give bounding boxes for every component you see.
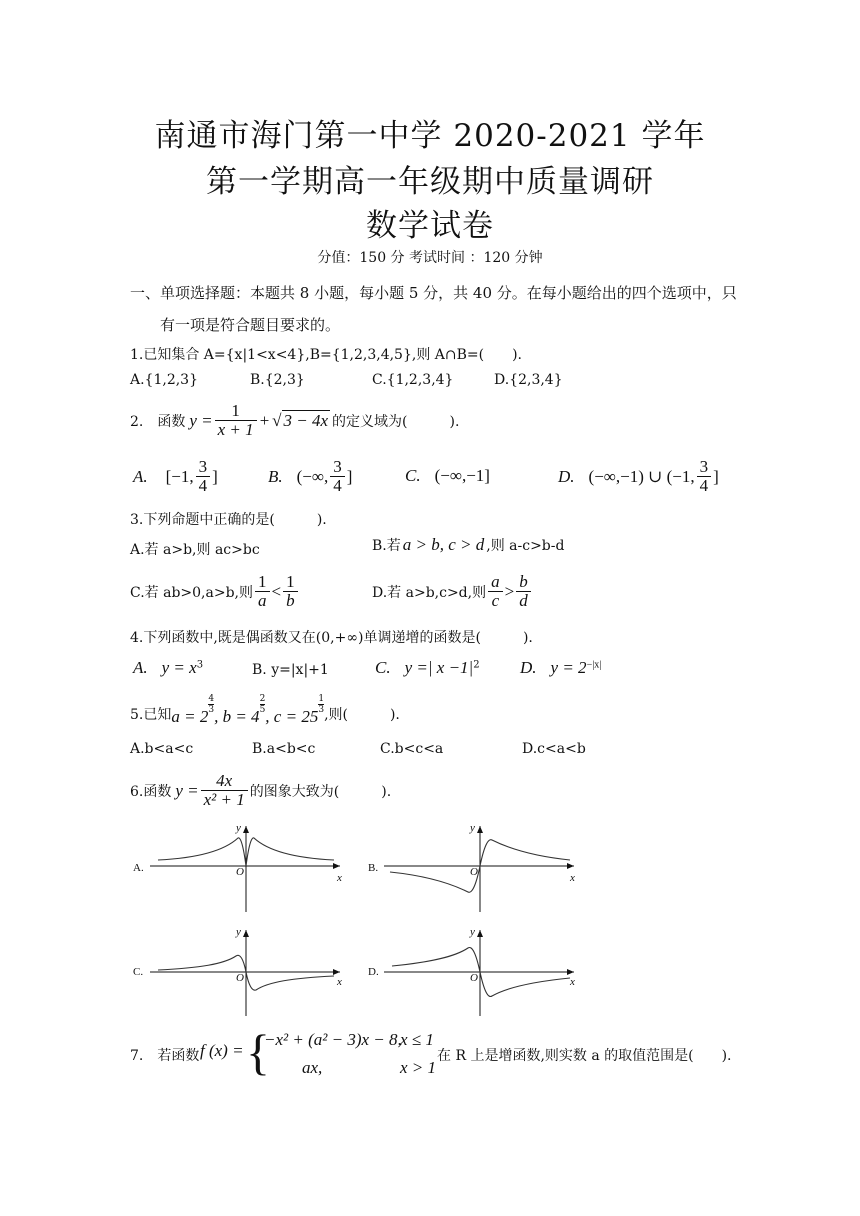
q6-frac-den: x² + 1 (203, 790, 245, 809)
q6-prefix: 6.函数 (130, 783, 172, 800)
q6-suffix: 的图象大致为( ). (249, 783, 392, 800)
graph-c-x-label: x (337, 976, 342, 988)
q4-option-d-sup: −|x| (586, 659, 602, 671)
q7-cond1: x ≤ 1 (400, 1030, 434, 1049)
q2-option-a-end: ] (212, 466, 218, 486)
q3-option-c-lt: < (271, 581, 282, 601)
graph-a-label: A. (133, 862, 144, 874)
q3-option-c (130, 573, 300, 610)
graph-c-label: C. (133, 966, 144, 978)
q4-option-b: B. y=|x|+1 (252, 662, 329, 678)
q2-option-b-label: B. (268, 466, 283, 486)
q2-frac-den: x + 1 (217, 420, 254, 439)
graph-d-origin: O (470, 972, 478, 984)
q4-option-d (520, 658, 601, 678)
q3-option-b-suffix: ,则 a-c>b-d (486, 538, 565, 554)
q4-option-c-text: y =| x −1| (404, 658, 474, 677)
q5-b-exp-den: 5 (259, 705, 266, 715)
question-3-stem: 3.下列命题中正确的是( ). (130, 512, 327, 528)
q3-d-frac2-num: b (516, 573, 531, 592)
q4-option-a (133, 658, 203, 678)
question-6-stem (130, 772, 391, 809)
graph-b-x-arrow (567, 863, 574, 869)
q2-option-a (133, 458, 218, 495)
q2-suffix: 的定义域为( ). (332, 413, 460, 430)
q7-case1: −x² + (a² − 3)x − 8, (264, 1030, 402, 1049)
q2-option-d (558, 458, 719, 495)
exam-title-line2: 第一学期高一年级期中质量调研 (206, 164, 654, 200)
graph-a-origin: O (236, 866, 244, 878)
q4-option-d-text: y = 2 (550, 658, 587, 677)
graph-d-x-arrow (567, 969, 574, 975)
q2-sqrt-content: 3 − 4x (283, 411, 329, 430)
exam-title-line1: 南通市海门第一中学 2020-2021 学年 (154, 118, 706, 154)
q2-option-a-frac (196, 458, 211, 495)
graph-a-y-arrow (243, 826, 249, 833)
q2-fraction (215, 402, 257, 439)
q2-option-b-frac (330, 458, 345, 495)
graph-d (384, 926, 584, 1018)
q6-frac-num: 4x (201, 772, 248, 791)
exam-title-line3: 数学试卷 (366, 208, 494, 244)
q3-c-frac2-num: 1 (283, 573, 298, 592)
graph-b-y-label: y (470, 822, 475, 834)
q2-option-a-label: A. (133, 466, 148, 486)
q2-option-c (405, 466, 490, 486)
q2-option-b-text: (−∞, (296, 466, 329, 486)
q2-a-frac-den: 4 (198, 476, 208, 495)
question-1-stem: 1.已知集合 A={x|1<x<4},B={1,2,3,4,5},则 A∩B=( ). (130, 347, 522, 363)
q3-option-c-frac1 (255, 573, 270, 610)
q3-option-a: A.若 a>b,则 ac>bc (130, 542, 260, 558)
q2-b-frac-num: 3 (330, 458, 345, 477)
q6-fraction (201, 772, 248, 809)
q5-b-exp-num: 2 (259, 694, 266, 704)
q5-c-exp-den: 3 (318, 705, 325, 715)
q4-option-d-label: D. (520, 658, 537, 677)
q3-d-frac1-num: a (488, 573, 503, 592)
q6-y-eq: y = (175, 780, 199, 800)
q3-option-d-frac2 (516, 573, 531, 610)
graph-a-x-arrow (333, 863, 340, 869)
q2-option-c-label: C. (405, 466, 421, 485)
graph-c-y-label: y (236, 926, 241, 938)
q1-option-c: C.{1,2,3,4} (372, 372, 454, 388)
q1-option-b: B.{2,3} (250, 372, 305, 388)
q2-option-d-label: D. (558, 466, 575, 486)
q7-brace: { (246, 1024, 270, 1080)
q2-d-frac-num: 3 (697, 458, 712, 477)
q2-option-b (268, 458, 352, 495)
q3-c-frac2-den: b (286, 591, 295, 610)
q2-plus: + (258, 410, 271, 430)
q3-c-frac1-num: 1 (255, 573, 270, 592)
graph-d-y-label: y (470, 926, 475, 938)
graph-b-origin: O (470, 866, 478, 878)
exam-meta: 分值：150 分 考试时间 ：120 分钟 (317, 250, 543, 266)
q3-d-frac2-den: d (519, 591, 528, 610)
q2-option-a-text: [−1, (165, 466, 194, 486)
graph-a (150, 822, 350, 914)
section-instruction-1: 一、单项选择题：本题共 8 小题，每小题 5 分，共 40 分。在每小题给出的四个选项中，只 (130, 284, 737, 302)
q3-option-b (372, 535, 564, 555)
graph-d-y-arrow (477, 930, 483, 937)
q2-option-d-text: (−∞,−1) ∪ (−1, (588, 466, 695, 486)
q2-y-eq: y = (189, 410, 213, 430)
q7-fx: f (x) = (200, 1041, 244, 1060)
q3-option-b-prefix: B.若 (372, 538, 401, 554)
q2-option-d-frac (697, 458, 712, 495)
graph-c-origin: O (236, 972, 244, 984)
q1-option-d: D.{2,3,4} (494, 372, 563, 388)
q5-option-a: A.b<a<c (130, 741, 194, 757)
q2-option-d-end: ] (713, 466, 719, 486)
graph-c (150, 926, 350, 1018)
q3-option-d-prefix: D.若 a>b,c>d,则 (372, 584, 487, 601)
question-5-stem (130, 695, 400, 727)
q4-option-a-label: A. (133, 658, 148, 677)
q4-option-c-label: C. (375, 658, 391, 677)
q2-b-frac-den: 4 (333, 476, 342, 495)
question-4-stem: 4.下列函数中,既是偶函数又在(0,+∞)单调递增的函数是( ). (130, 630, 533, 646)
graph-b (384, 822, 584, 914)
q5-option-d: D.c<a<b (522, 741, 586, 757)
q3-option-c-frac2 (283, 573, 298, 610)
q2-option-b-end: ] (346, 466, 353, 486)
q4-option-c (375, 658, 480, 678)
graph-b-label: B. (368, 862, 379, 874)
graph-c-y-arrow (243, 930, 249, 937)
q3-option-b-math: a > b, c > d (402, 535, 485, 554)
graph-b-x-label: x (570, 872, 575, 884)
q7-suffix: 在 R 上是增函数,则实数 a 的取值范围是( ). (437, 1048, 732, 1064)
q5-option-c: C.b<c<a (380, 741, 444, 757)
q3-option-d-gt: > (504, 581, 515, 601)
graph-d-x-label: x (570, 976, 575, 988)
q5-c-expr: , c = 25 (265, 707, 319, 726)
q3-d-frac1-den: c (491, 591, 500, 610)
q5-a-expr: a = 2 (171, 707, 209, 726)
graph-b-y-arrow (477, 826, 483, 833)
q5-a-exp-den: 3 (208, 705, 215, 715)
q3-option-c-prefix: C.若 ab>0,a>b,则 (130, 584, 253, 601)
q2-option-c-text: (−∞,−1] (434, 466, 490, 485)
question-2-stem (130, 402, 459, 439)
q7-cond2: x > 1 (400, 1058, 437, 1077)
q5-prefix: 5.已知 (130, 707, 172, 723)
q2-frac-num: 1 (215, 402, 257, 421)
graph-a-y-label: y (236, 822, 241, 834)
graph-c-x-arrow (333, 969, 340, 975)
q5-a-exp-num: 4 (208, 694, 215, 704)
q5-c-exp-num: 1 (318, 694, 325, 704)
q1-option-a: A.{1,2,3} (130, 372, 198, 388)
q3-option-d-frac1 (488, 573, 503, 610)
graph-a-x-label: x (337, 872, 342, 884)
graph-d-label: D. (368, 966, 379, 978)
q5-suffix: ,则( ). (324, 707, 400, 723)
section-instruction-2: 有一项是符合题目要求的。 (160, 316, 341, 334)
q4-option-a-text: y = x (161, 658, 197, 677)
q3-option-d (372, 573, 533, 610)
q5-option-b: B.a<b<c (252, 741, 316, 757)
q2-d-frac-den: 4 (699, 476, 709, 495)
q7-case2: ax, (302, 1058, 323, 1077)
q2-prefix: 2. 函数 (130, 413, 186, 430)
q2-sqrt-symbol: √ (272, 410, 282, 430)
q3-c-frac1-den: a (258, 591, 267, 610)
q4-option-a-sup: 3 (196, 659, 204, 671)
q4-option-c-sup: 2 (473, 659, 480, 671)
q5-b-expr: , b = 4 (214, 707, 260, 726)
q7-prefix: 7. 若函数 (130, 1048, 200, 1064)
q2-a-frac-num: 3 (196, 458, 211, 477)
